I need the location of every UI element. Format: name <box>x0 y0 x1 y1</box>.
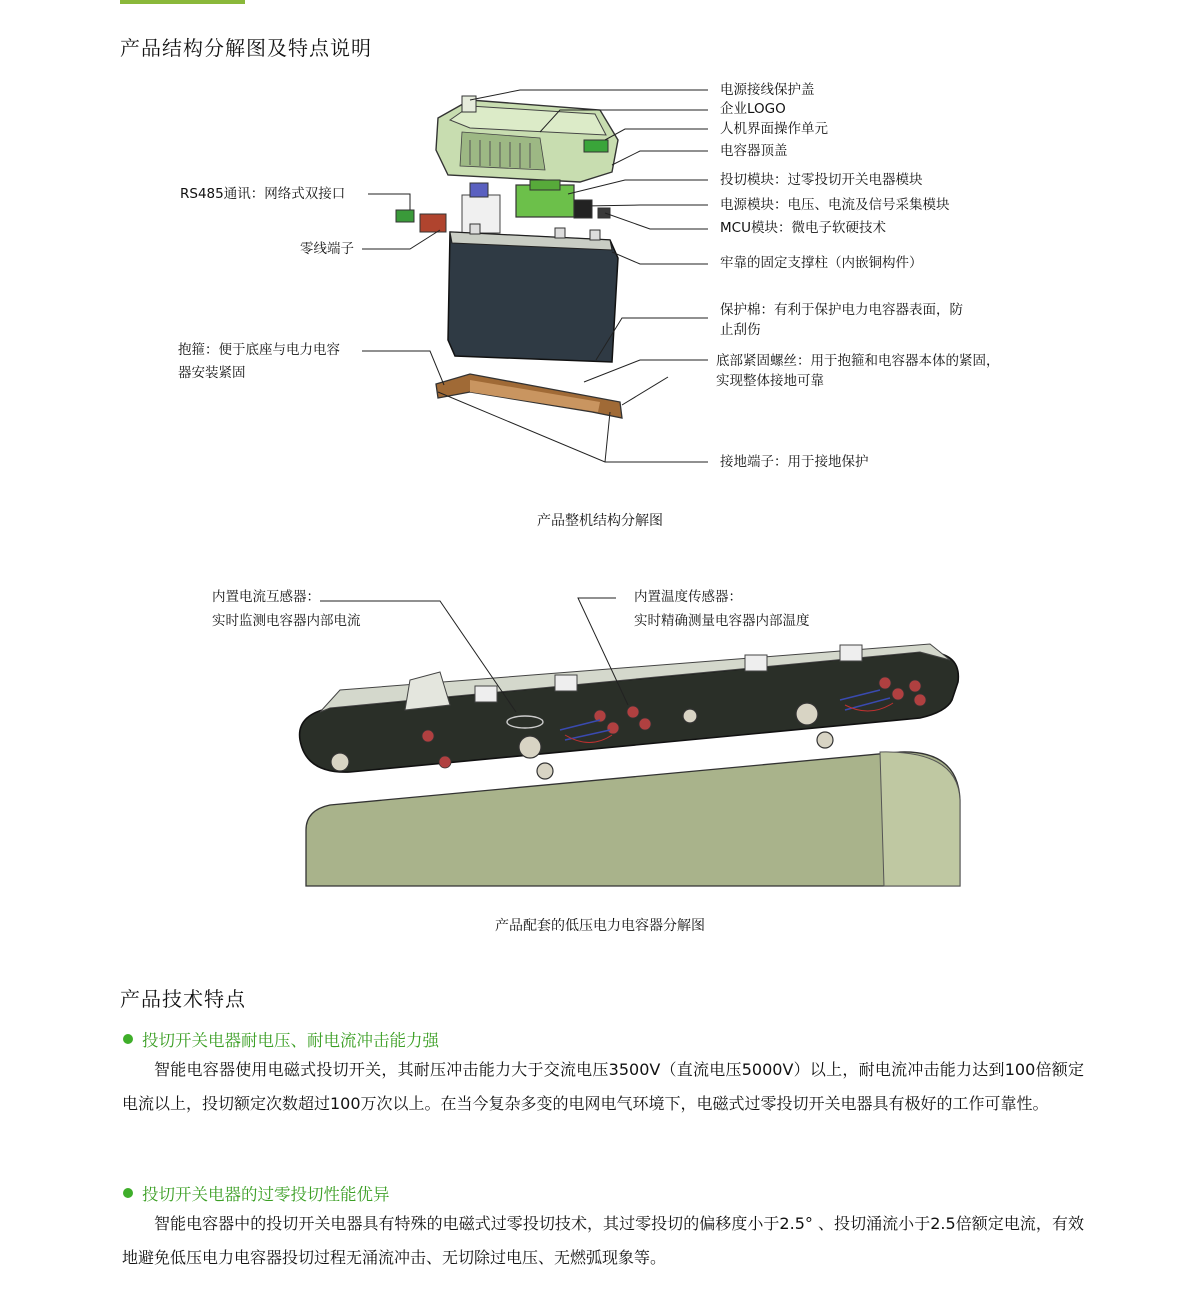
label-ct-desc: 实时监测电容器内部电流 <box>212 613 361 629</box>
label-top-cover: 电容器顶盖 <box>720 143 788 159</box>
label-support-column: 牢靠的固定支撑柱（内嵌铜构件） <box>720 255 923 271</box>
label-hmi-unit: 人机界面操作单元 <box>720 121 828 137</box>
feature-2-title: 投切开关电器的过零投切性能优异 <box>142 1185 390 1204</box>
label-clamp: 抱箍：便于底座与电力电容 <box>178 342 340 358</box>
label-power-module: 电源模块：电压、电流及信号采集模块 <box>720 197 950 213</box>
label-ground-terminal: 接地端子：用于接地保护 <box>720 454 869 470</box>
section-title-features: 产品技术特点 <box>120 987 246 1011</box>
label-rs485: RS485通讯：网络式双接口 <box>180 186 346 202</box>
feature-1-heading <box>123 1027 439 1051</box>
label-temp-desc: 实时精确测量电容器内部温度 <box>634 613 810 629</box>
label-protective-cotton-cont: 止刮伤 <box>720 322 761 338</box>
label-logo: 企业LOGO <box>720 101 786 117</box>
label-neutral-terminal: 零线端子 <box>300 241 354 257</box>
label-ct-title: 内置电流互感器： <box>212 589 320 605</box>
label-bottom-screw-cont: 实现整体接地可靠 <box>716 373 824 389</box>
feature-1-title: 投切开关电器耐电压、耐电流冲击能力强 <box>142 1031 439 1050</box>
label-clamp-cont: 器安装紧固 <box>178 365 246 381</box>
label-temp-title: 内置温度传感器： <box>634 589 742 605</box>
label-protective-cotton: 保护棉：有利于保护电力电容器表面，防 <box>720 302 963 318</box>
feature-1-text: 智能电容器使用电磁式投切开关，其耐压冲击能力大于交流电压3500V（直流电压5000V）以上，耐电流冲击能力达到100倍额定电流以上，投切额定次数超过100万次以上。在当今复杂多变的电网电气环境下，电磁式过零投切开关电器具有极好的工作可靠性。 <box>122 1060 1084 1113</box>
caption-structure-diagram: 产品整机结构分解图 <box>537 513 663 529</box>
feature-2-heading <box>123 1181 390 1205</box>
label-mcu-module: MCU模块：微电子软硬技术 <box>720 220 886 236</box>
feature-2-text: 智能电容器中的投切开关电器具有特殊的电磁式过零投切技术，其过零投切的偏移度小于2.5° 、投切涌流小于2.5倍额定电流，有效地避免低压电力电容器投切过程无涌流冲击、无切除过电压、无燃弧现象等。 <box>122 1214 1084 1267</box>
bullet-dot-icon <box>123 1034 133 1044</box>
section-title-structure: 产品结构分解图及特点说明 <box>120 36 372 60</box>
label-switch-module: 投切模块：过零投切开关电器模块 <box>720 172 923 188</box>
caption-capacitor-diagram: 产品配套的低压电力电容器分解图 <box>495 918 705 934</box>
label-bottom-screw: 底部紧固螺丝：用于抱箍和电容器本体的紧固， <box>716 353 1000 369</box>
bullet-dot-icon <box>123 1188 133 1198</box>
label-power-cover: 电源接线保护盖 <box>720 82 815 98</box>
